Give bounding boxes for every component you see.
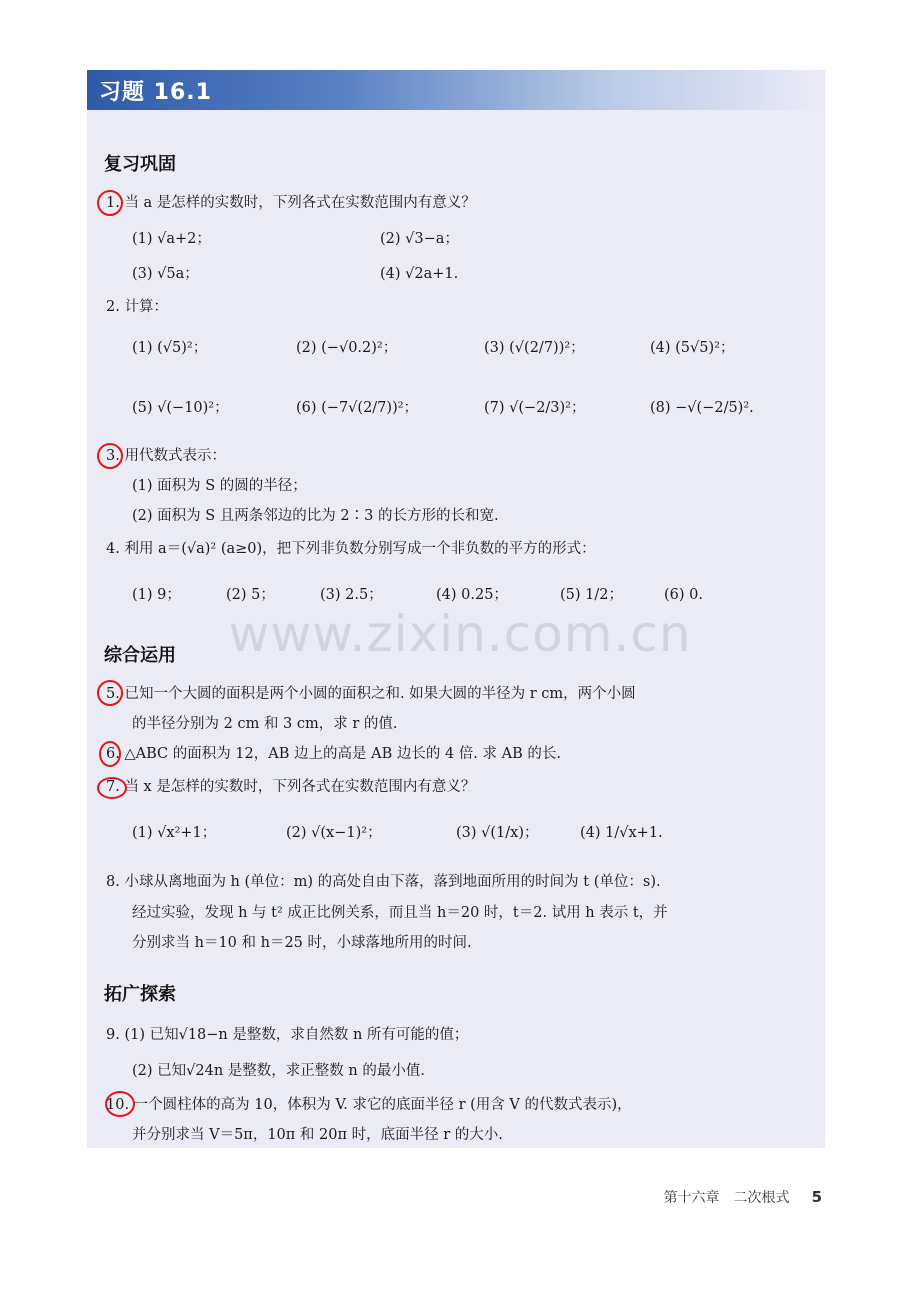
- q2-item: (4) (5√5)²；: [650, 340, 735, 356]
- q8-line: 8. 小球从离地面为 h (单位：m) 的高处自由下落，落到地面所用的时间为 t (单位：s).: [106, 874, 661, 890]
- q4-item: (5) 1/2；: [560, 587, 623, 603]
- red-circle-mark: [97, 443, 123, 469]
- q9-line: 9. (1) 已知√18−n 是整数，求自然数 n 所有可能的值；: [106, 1027, 469, 1043]
- q4-item: (6) 0.: [664, 587, 703, 603]
- section-title-explore: 拓广探索: [104, 984, 176, 1005]
- q1-stem: 1. 当 a 是怎样的实数时，下列各式在实数范围内有意义？: [106, 195, 476, 211]
- q4-stem: 4. 利用 a＝(√a)² (a≥0)，把下列非负数分别写成一个非负数的平方的形式：: [106, 541, 596, 557]
- chapter-label: 第十六章 二次根式: [663, 1190, 790, 1206]
- page-number: 5: [811, 1188, 822, 1206]
- q7-stem: 7. 当 x 是怎样的实数时，下列各式在实数范围内有意义？: [106, 779, 476, 795]
- q4-item: (1) 9；: [132, 587, 181, 603]
- q2-item: (1) (√5)²；: [132, 340, 208, 356]
- q3-item: (2) 面积为 S 且两条邻边的比为 2∶3 的长方形的长和宽.: [132, 508, 499, 524]
- q9-line: (2) 已知√24n 是整数，求正整数 n 的最小值.: [132, 1063, 425, 1079]
- q8-line: 分别求当 h＝10 和 h＝25 时，小球落地所用的时间.: [132, 935, 472, 951]
- q1-item: (2) √3−a；: [380, 231, 459, 247]
- q3-item: (1) 面积为 S 的圆的半径；: [132, 478, 307, 494]
- q7-item: (3) √(1/x)；: [456, 825, 539, 841]
- q2-item: (8) −√(−2/5)².: [650, 400, 754, 416]
- q7-item: (1) √x²+1；: [132, 825, 217, 841]
- page-title: 习题 16.1: [99, 80, 212, 105]
- q10-line: 并分别求当 V＝5π，10π 和 20π 时，底面半径 r 的大小.: [132, 1127, 503, 1143]
- q3-stem: 3. 用代数式表示：: [106, 448, 226, 464]
- red-circle-mark: [105, 1091, 135, 1117]
- q4-item: (2) 5；: [226, 587, 275, 603]
- red-circle-mark: [97, 190, 123, 216]
- q2-item: (2) (−√0.2)²；: [296, 340, 398, 356]
- q7-item: (4) 1/√x+1.: [580, 825, 663, 841]
- q10-line: 10. 一个圆柱体的高为 10，体积为 V. 求它的底面半径 r (用含 V 的代数式表示)，: [106, 1097, 632, 1113]
- q2-item: (7) √(−2/3)²；: [484, 400, 586, 416]
- watermark: www.zixin.com.cn: [228, 605, 692, 663]
- q8-line: 经过实验，发现 h 与 t² 成正比例关系，而且当 h＝20 时，t＝2. 试用 h 表示 t，并: [132, 905, 668, 921]
- q2-item: (3) (√(2/7))²；: [484, 340, 585, 356]
- q7-item: (2) √(x−1)²；: [286, 825, 382, 841]
- q2-item: (6) (−7√(2/7))²；: [296, 400, 419, 416]
- section-title-apply: 综合运用: [104, 645, 176, 666]
- q2-item: (5) √(−10)²；: [132, 400, 229, 416]
- section-title-review: 复习巩固: [104, 154, 176, 175]
- title-bar: [87, 70, 825, 110]
- q5-line: 的半径分别为 2 cm 和 3 cm，求 r 的值.: [132, 716, 398, 732]
- q5-line: 5. 已知一个大圆的面积是两个小圆的面积之和. 如果大圆的半径为 r cm，两个小圆: [106, 686, 636, 702]
- q1-item: (3) √5a；: [132, 266, 199, 282]
- red-circle-mark: [97, 777, 127, 799]
- red-circle-mark: [97, 680, 123, 706]
- q4-item: (3) 2.5；: [320, 587, 383, 603]
- q6-stem: 6. △ABC 的面积为 12，AB 边上的高是 AB 边长的 4 倍. 求 AB 的长.: [106, 746, 561, 762]
- red-circle-mark: [99, 741, 121, 767]
- q4-item: (4) 0.25；: [436, 587, 508, 603]
- q2-stem: 2. 计算：: [106, 299, 168, 315]
- page-footer: [664, 1187, 822, 1207]
- q1-item: (1) √a+2；: [132, 231, 211, 247]
- q1-item: (4) √2a+1.: [380, 266, 459, 282]
